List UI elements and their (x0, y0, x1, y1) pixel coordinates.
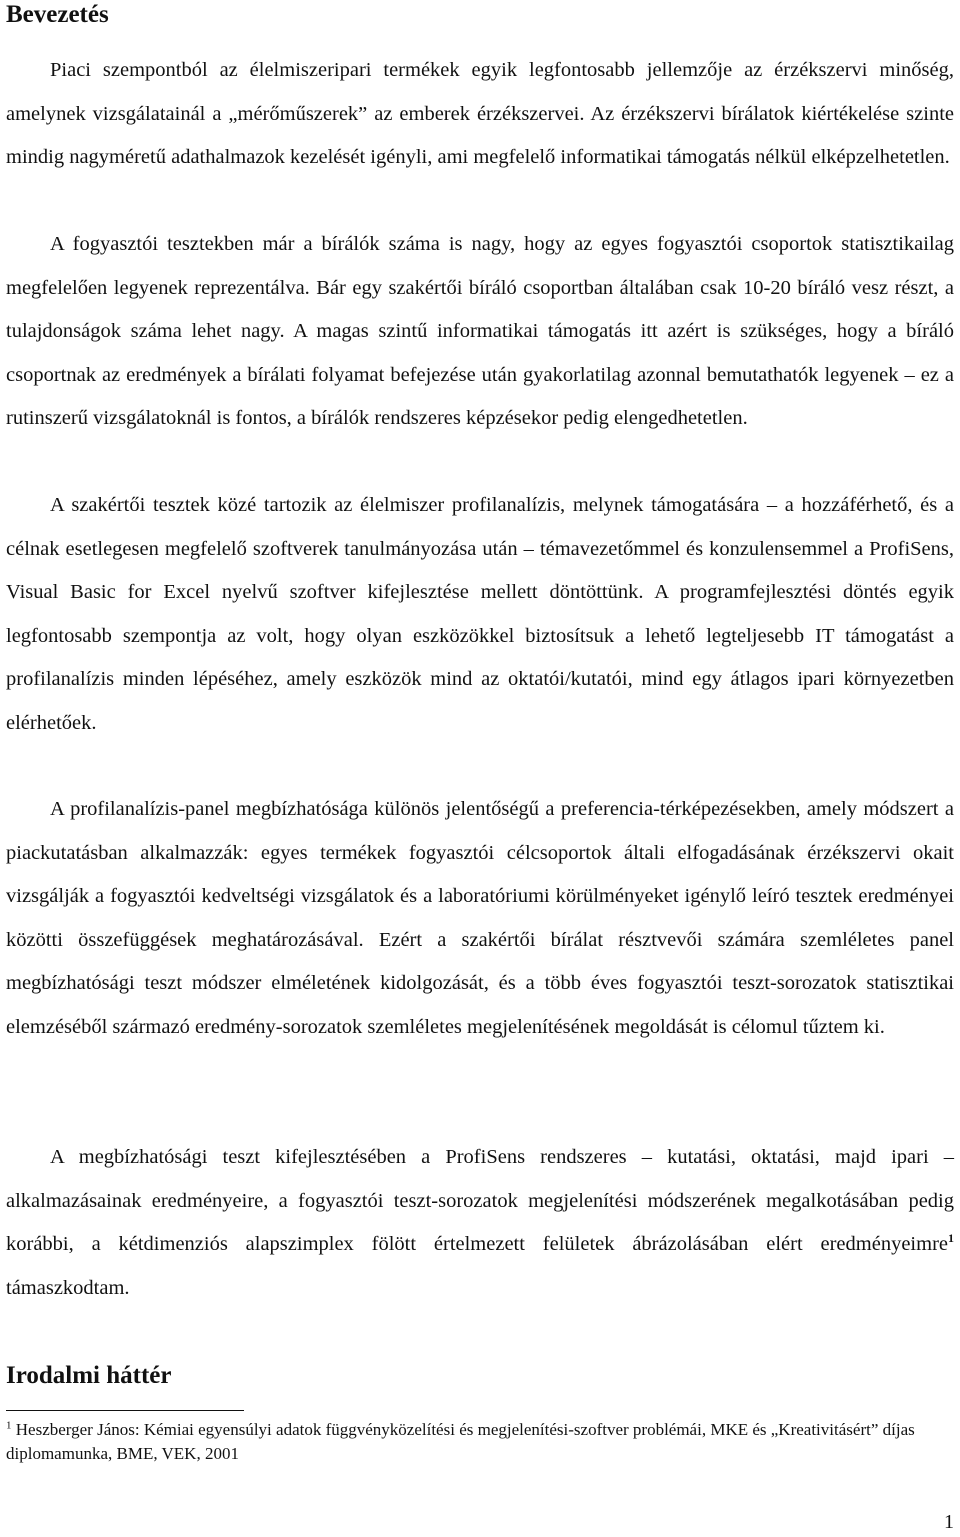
paragraph-2: A fogyasztói tesztekben már a bírálók száma is nagy, hogy az egyes fogyasztói csoportok statisztikailag megfelelően legyenek reprezentálva. Bár egy szakértői bíráló csoportban általában csak 10-20 bíráló vesz részt, a tulajdonságok száma lehet nagy. A magas szintű informatikai támogatás itt azért is szükséges, hogy a bíráló csoportnak az eredmények a bírálati folyamat befejezése után gyakorlatilag azonnal bemutathatók legyenek – ez a rutinszerű vizsgálatoknál is fontos, a bírálók rendszeres képzésekor pedig elengedhetetlen. (6, 233, 954, 430)
footnote-divider (6, 1410, 244, 1411)
footnote-marker: 1 (6, 1419, 12, 1432)
paragraph-4: A profilanalízis-panel megbízhatósága különös jelentőségű a preferencia-térképezésekben, amely módszert a piackutatásban alkalmazzák: egyes termékek fogyasztói célcsoportok általi elfogadásának érzékszervi okait vizsgálják a fogyasztói kedveltségi vizsgálatok és a laboratóriumi körülményeket igénylő leíró tesztek eredményei közötti összefüggések meghatározásával. Ezért a szakértői bírálat résztvevői számára szemléletes panel megbízhatósági teszt módszer elméletének kidolgozását, és a több éves fogyasztói teszt-sorozatok statisztikai elemzéséből származó eredmény-sorozatok szemléletes megjelenítésének megoldását is célomul tűztem ki. (6, 798, 954, 1038)
paragraph-1: Piaci szempontból az élelmiszeripari termékek egyik legfontosabb jellemzője az érzékszervi minőség, amelynek vizsgálatainál a „mérőműszerek” az emberek érzékszervei. Az érzékszervi bírálatok kiértékelése szinte mindig nagyméretű adathalmazok kezelését igényli, ami megfelelő informatikai támogatás nélkül elképzelhetetlen. (6, 59, 954, 169)
footnote-reference[interactable]: 1 (948, 1231, 954, 1246)
section-title-intro: Bevezetés (6, 1, 109, 28)
paragraph-5-text: A megbízhatósági teszt kifejlesztésében a ProfiSens rendszeres – kutatási, oktatási, majd ipari – alkalmazásainak eredményeire, a fogyasztói teszt-sorozatok megjelenítési módszerének megalkotásában pedig korábbi, a kétdimenziós alapszimplex fölött értelmezett felületek ábrázolásában elért eredményeimre (6, 1146, 954, 1256)
page-number: 1 (944, 1511, 954, 1533)
paragraph-5-tail: támaszkodtam. (6, 1276, 130, 1299)
footnote-text: Heszberger János: Kémiai egyensúlyi adatok függvényközelítési és megjelenítési-szoftver problémái, MKE és „Kreativitásért” díjas diplomamunka, BME, VEK, 2001 (6, 1420, 915, 1463)
footnote (6, 1418, 954, 1466)
paragraph-5 (6, 1136, 954, 1310)
section-title-literature: Irodalmi háttér (6, 1362, 172, 1389)
paragraph-3: A szakértői tesztek közé tartozik az élelmiszer profilanalízis, melynek támogatására – a hozzáférhető, és a célnak esetlegesen megfelelő szoftverek tanulmányozása után – témavezetőmmel és konzulensemmel a ProfiSens, Visual Basic for Excel nyelvű szoftver kifejlesztése mellett döntöttünk. A programfejlesztési döntés egyik legfontosabb szempontja az volt, hogy olyan eszközökkel biztosítsuk a lehető legteljesebb IT támogatást a profilanalízis minden lépéséhez, amely eszközök mind az oktatói/kutatói, mind egy átlagos ipari környezetben elérhetőek. (6, 494, 954, 734)
